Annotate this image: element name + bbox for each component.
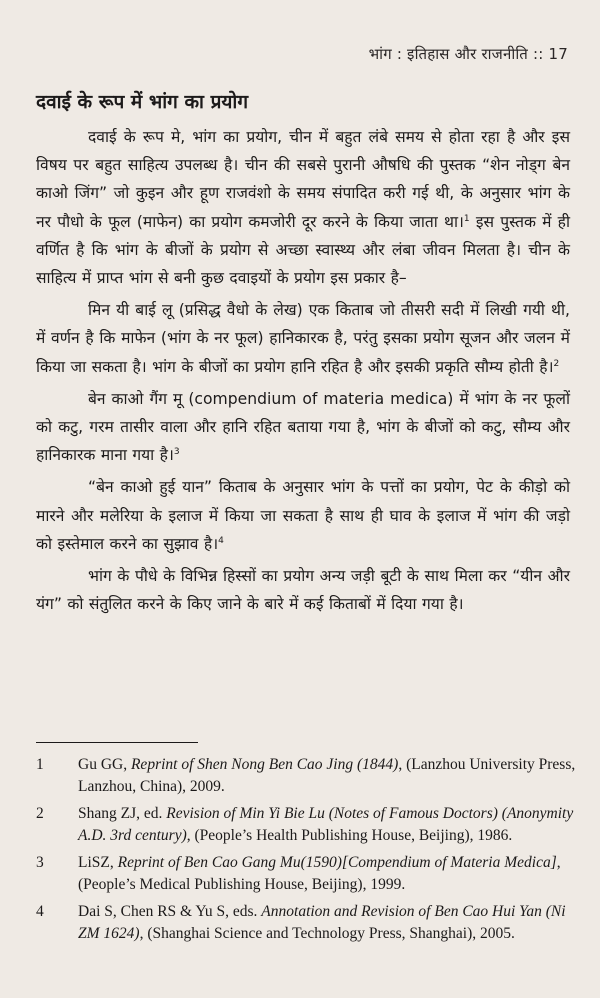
footnote-author: Shang ZJ, ed.	[78, 805, 167, 822]
footnote-ref: 3	[173, 447, 180, 458]
footnote-divider	[36, 742, 198, 743]
footnote-text	[78, 901, 576, 944]
paragraph-text: भांग के पौधे के विभिन्न हिस्सों का प्रयोग अन्य जड़ी बूटी के साथ मिला कर “यीन और यंग” को संतुलित करने के किए जाने के बारे में कई किताबों में दिया गया है।	[36, 567, 570, 614]
footnote-text	[78, 754, 576, 797]
section-heading: दवाई के रूप में भांग का प्रयोग	[36, 91, 249, 113]
footnote-number: 2	[36, 805, 44, 822]
footnote-number: 4	[36, 903, 44, 920]
paragraph	[36, 123, 570, 292]
footnote-author: Gu GG,	[78, 756, 131, 773]
footnote-title: Revision of Min Yi Bie Lu (Notes of Famous Doctors) (Anonymity A.D. 3rd century)	[78, 805, 574, 844]
footnote-publisher: , (People’s Medical Publishing House, Beijing), 1999.	[78, 854, 561, 893]
running-head: भांग : इतिहास और राजनीति :: 17	[368, 45, 568, 63]
footnote-ref: 4	[218, 535, 224, 546]
footnote-title: Annotation and Revision of Ben Cao Hui Yan (Ni ZM 1624)	[78, 903, 566, 942]
paragraph	[36, 385, 570, 470]
body-text	[36, 123, 570, 622]
paragraph	[36, 473, 570, 558]
paragraph-text: दवाई के रूप मे, भांग का प्रयोग, चीन में बहुत लंबे समय से होता रहा है और इस विषय पर बहुत साहित्य उपलब्ध है। चीन की सबसे पुरानी औषधि की पुस्तक “शेन नोड्ग बेन काओ जिंग” जो कुइन और हूण राजवंशो के समय संपादित करी गई थी, के अनुसार भांग के नर पौधो के फूल (माफेन) का प्रयोग कमजोरी दूर करने के किया जाता था।	[36, 128, 570, 231]
footnote	[36, 852, 576, 895]
footnote-text	[78, 803, 576, 846]
footnote-publisher: , (People’s Health Publishing House, Beijing), 1986.	[186, 826, 513, 844]
paragraph-text: बेन काओ गैंग मू (compendium of materia medica) में भांग के नर फूलों को कटु, गरम तासीर वाला और हानि रहित बताया गया है, भांग के बीजों को कटु, सौम्य और हानिकारक माना गया है।	[36, 389, 570, 465]
footnote	[36, 803, 576, 846]
footnote-ref: 1	[463, 213, 470, 224]
footnote	[36, 901, 576, 944]
footnote-title: Reprint of Ben Cao Gang Mu(1590)[Compendium of Materia Medica]	[117, 854, 557, 871]
paragraph-text: “बेन काओ हुई यान” किताब के अनुसार भांग के पत्तों का प्रयोग, पेट के कीड़ो को मारने और मलेरिया के इलाज में किया जा सकता है साथ ही घाव के इलाज में भांग की जड़ो को इस्तेमाल करने का सुझाव है।	[36, 478, 570, 553]
footnote-publisher: , (Shanghai Science and Technology Press, Shanghai), 2005.	[139, 924, 515, 942]
footnote-publisher: , (Lanzhou University Press, Lanzhou, China), 2009.	[78, 756, 576, 795]
footnote-author: LiSZ,	[78, 854, 118, 871]
footnote-text	[78, 852, 576, 895]
footnote	[36, 754, 576, 797]
footnotes	[36, 754, 576, 950]
footnote-author: Dai S, Chen RS & Yu S, eds.	[78, 903, 262, 920]
footnote-number: 1	[36, 756, 44, 773]
footnote-title: Reprint of Shen Nong Ben Cao Jing (1844)	[130, 756, 399, 773]
paragraph	[36, 296, 570, 381]
paragraph-text: इस पुस्तक में ही वर्णित है कि भांग के बीजों के प्रयोग से अच्छा स्वास्थ्य और लंबा जीवन मिलता है। चीन के साहित्य में प्राप्त भांग से बनी कुछ दवाइयों के प्रयोग इस प्रकार है–	[36, 212, 570, 288]
footnote-ref: 2	[553, 358, 560, 369]
footnote-number: 3	[36, 854, 44, 871]
paragraph	[36, 562, 570, 618]
paragraph-text: मिन यी बाई लू (प्रसिद्ध वैधो के लेख) एक किताब जो तीसरी सदी में लिखी गयी थी, में वर्णन है कि माफेन (भांग के नर फूल) हानिकारक है, परंतु इसका प्रयोग सूजन और जलन में किया जा सकता है। भांग के बीजों का प्रयोग हानि रहित है और इसकी प्रकृति सौम्य होती है।	[36, 301, 570, 376]
